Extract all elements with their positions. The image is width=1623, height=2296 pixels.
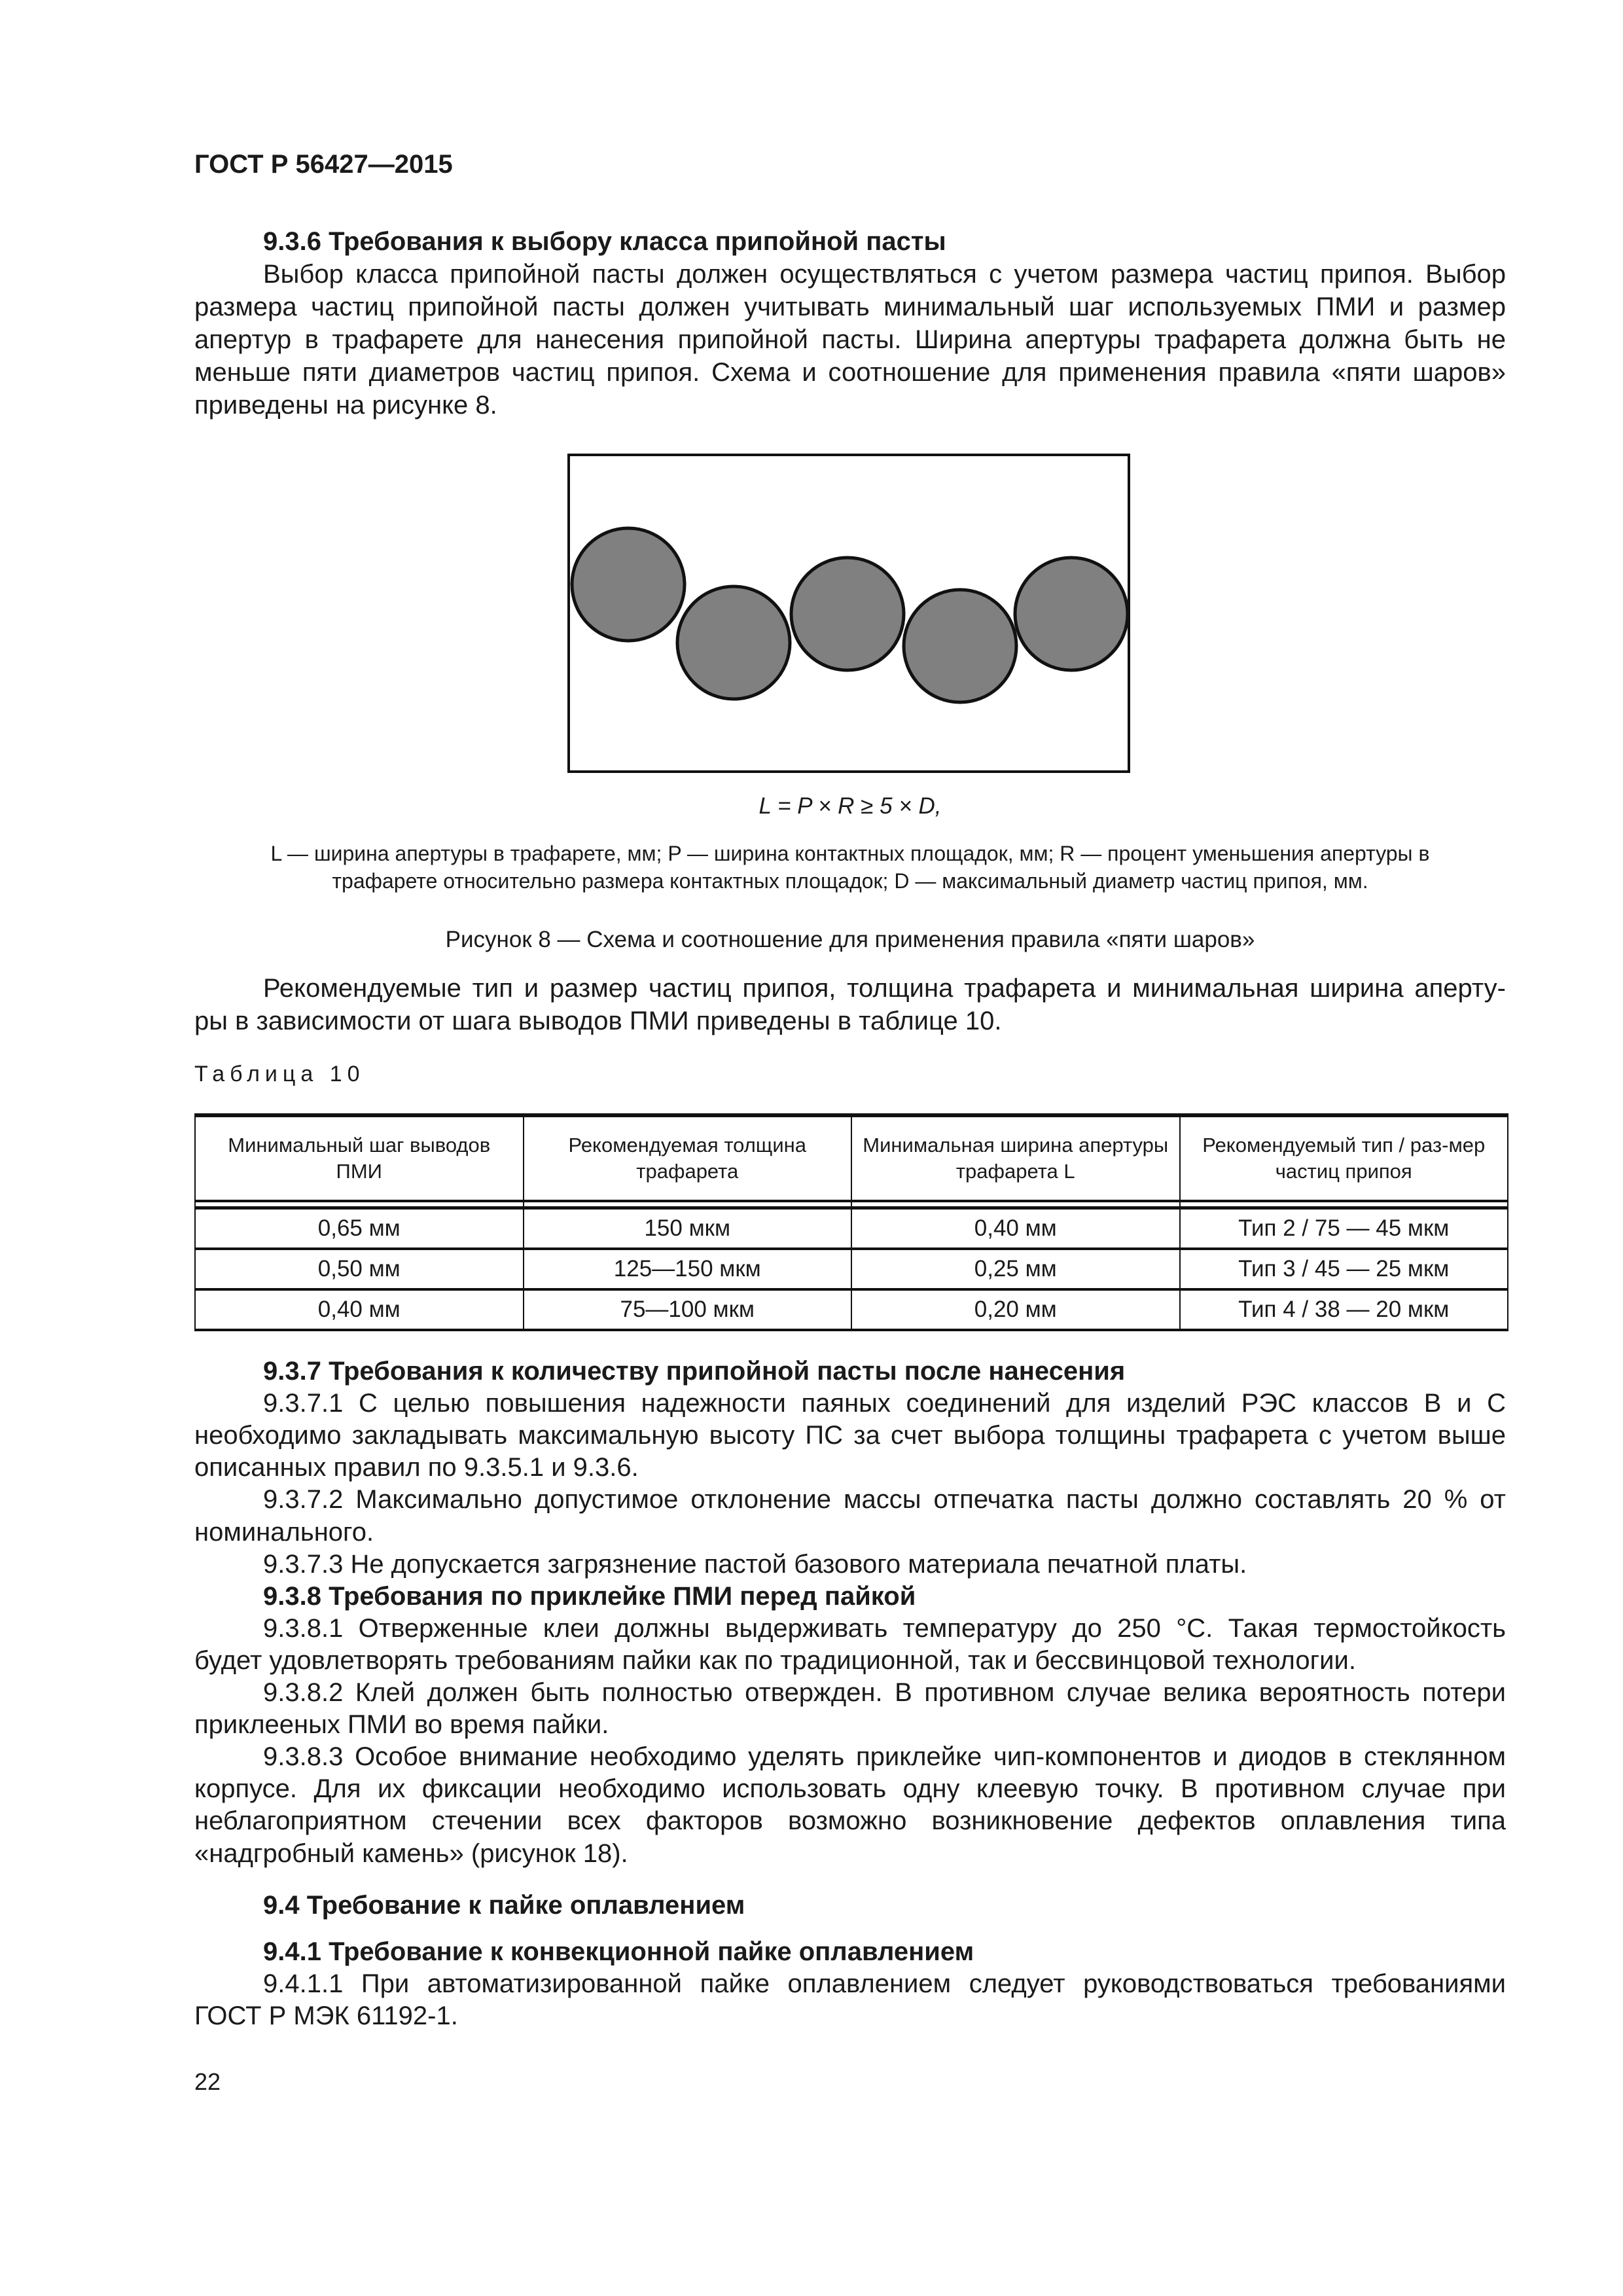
solder-ball-2 [677, 586, 790, 699]
section-heading: 9.3.8 Требования по приклейке ПМИ перед пайкой [263, 1581, 916, 1611]
header-min-aperture: Минимальная ширина апертуры трафарета L [851, 1115, 1180, 1201]
cell: 125—150 мкм [524, 1249, 852, 1289]
paragraph-line: необходимо закладывать максимальную высоту ПС за счет выбора толщины трафарета с учетом выше [194, 1421, 1506, 1450]
paragraph-line: описанных правил по 9.3.5.1 и 9.3.6. [194, 1453, 639, 1482]
table-header-separator [195, 1201, 1508, 1208]
cell: Тип 2 / 75 — 45 мкм [1180, 1208, 1508, 1249]
paragraph-line: меньше пяти диаметров частиц припоя. Схема и соотношение для применения правила «пяти шаров» [194, 358, 1506, 387]
cell: 75—100 мкм [524, 1289, 852, 1330]
paragraph-line: Рекомендуемые тип и размер частиц припоя, толщина трафарета и минимальная ширина аперту- [263, 974, 1506, 1003]
cell: 0,25 мм [851, 1249, 1180, 1289]
cell: 0,65 мм [195, 1208, 524, 1249]
figure-formula: L = P × R ≥ 5 × D, [758, 793, 942, 819]
paragraph-line: 9.4.1.1 При автоматизированной пайке оплавлением следует руководствоваться требованиями [263, 1969, 1506, 1999]
cell: 0,40 мм [851, 1208, 1180, 1249]
section-heading: 9.3.6 Требования к выбору класса припойной пасты [263, 227, 946, 256]
paragraph-line: приведены на рисунке 8. [194, 391, 497, 420]
paragraph-line: ГОСТ Р МЭК 61192-1. [194, 2001, 458, 2031]
paragraph-line: неблагоприятном стечении всех факторов возможно возникновение дефектов оплавления типа [194, 1806, 1506, 1836]
table-10 [194, 1113, 1508, 1331]
table-row [195, 1289, 1508, 1330]
paragraph-line: приклееных ПМИ во время пайки. [194, 1710, 609, 1740]
header-stencil-thickness: Рекомендуемая толщина трафарета [524, 1115, 852, 1201]
cell: 150 мкм [524, 1208, 852, 1249]
page-number: 22 [194, 2068, 221, 2095]
header-particle-type: Рекомендуемый тип / раз-мер частиц припоя [1180, 1115, 1508, 1201]
document-code: ГОСТ Р 56427—2015 [194, 150, 453, 179]
table-row [195, 1249, 1508, 1289]
paragraph-line: 9.3.8.1 Отверженные клеи должны выдерживать температуру до 250 °С. Такая термостойкость [263, 1613, 1506, 1643]
solder-ball-1 [572, 528, 685, 641]
header-min-pitch: Минимальный шаг выводов ПМИ [195, 1115, 524, 1201]
cell: 0,40 мм [195, 1289, 524, 1330]
paragraph-line: размера частиц припойной пасты должен учитывать минимальный шаг используемых ПМИ и размер [194, 293, 1506, 321]
paragraph-line: ры в зависимости от шага выводов ПМИ приведены в таблице 10. [194, 1007, 1002, 1035]
solder-ball-3 [791, 558, 904, 670]
paragraph-line: будет удовлетворять требованиям пайки как по традиционной, так и бессвинцовой технологии. [194, 1645, 1356, 1675]
table-header-row [195, 1115, 1508, 1201]
paragraph-line: 9.3.7.1 С целью повышения надежности паяных соединений для изделий РЭС классов В и С [263, 1389, 1506, 1418]
section-heading: 9.3.7 Требования к количеству припойной пасты после нанесения [263, 1357, 1126, 1386]
cell: 0,50 мм [195, 1249, 524, 1289]
paragraph-line: «надгробный камень» (рисунок 18). [194, 1839, 628, 1868]
solder-ball-4 [904, 590, 1016, 702]
section-heading: 9.4.1 Требование к конвекционной пайке оплавлением [263, 1937, 974, 1966]
figure-legend-line-2: трафарете относительно размера контактных площадок; D — максимальный диаметр частиц припоя, мм. [332, 869, 1368, 893]
figure-legend-line-1: L — ширина апертуры в трафарете, мм; P — ширина контактных площадок, мм; R — процент уменьшения апертуры в [270, 842, 1430, 865]
section-heading: 9.4 Требование к пайке оплавлением [263, 1891, 745, 1920]
paragraph-line: апертур в трафарете для нанесения припойной пасты. Ширина апертуры трафарета должна быть не [194, 325, 1506, 354]
five-balls-figure [567, 454, 1130, 773]
cell: Тип 4 / 38 — 20 мкм [1180, 1289, 1508, 1330]
table-label: Таблица 10 [194, 1062, 365, 1086]
paragraph-line: 9.3.7.2 Максимально допустимое отклонение массы отпечатка пасты должно составлять 20 % от [263, 1485, 1506, 1515]
table-row [195, 1208, 1508, 1249]
cell: Тип 3 / 45 — 25 мкм [1180, 1249, 1508, 1289]
five-balls-diagram [570, 456, 1128, 770]
paragraph-line: номинального. [194, 1517, 374, 1547]
paragraph-line: Выбор класса припойной пасты должен осуществляться с учетом размера частиц припоя. Выбор [263, 260, 1506, 289]
cell: 0,20 мм [851, 1289, 1180, 1330]
paragraph-line: 9.3.8.2 Клей должен быть полностью отвержден. В противном случае велика вероятность потери [263, 1678, 1506, 1707]
solder-ball-5 [1015, 558, 1128, 670]
paragraph-line: 9.3.7.3 Не допускается загрязнение пастой базового материала печатной платы. [263, 1549, 1247, 1579]
paragraph-line: 9.3.8.3 Особое внимание необходимо уделять приклейке чип-компонентов и диодов в стеклянном [263, 1742, 1506, 1772]
paragraph-line: корпусе. Для их фиксации необходимо использовать одну клеевую точку. В противном случае при [194, 1774, 1506, 1804]
figure-caption: Рисунок 8 — Схема и соотношение для применения правила «пяти шаров» [445, 927, 1255, 952]
